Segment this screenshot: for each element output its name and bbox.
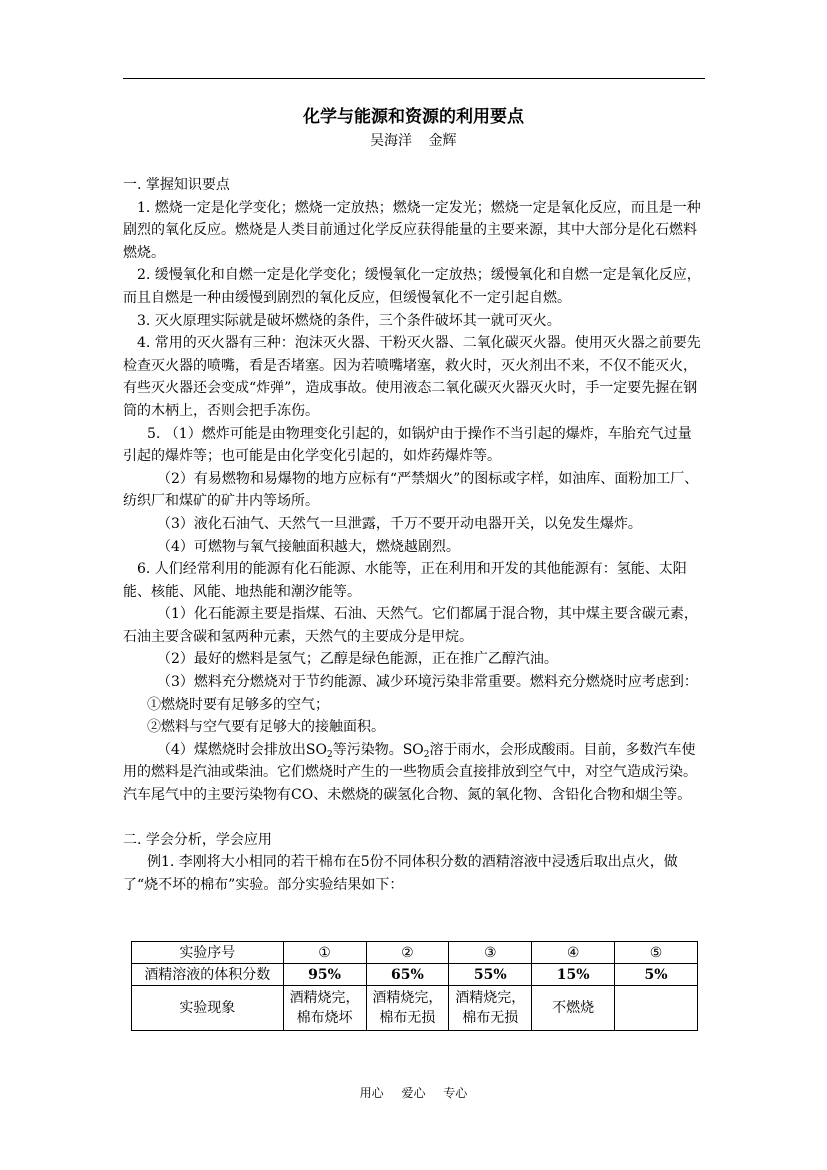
phenomenon-label: 实验现象 (132, 986, 284, 1031)
volume-fraction: 15% (532, 964, 615, 986)
phenomenon-cell: 不燃烧 (532, 986, 615, 1031)
experiment-number: ② (366, 942, 449, 964)
table-row (132, 964, 698, 986)
table-header-label: 实验序号 (132, 942, 284, 964)
paragraph-3: 3. 灭火原理实际就是破坏燃烧的条件，三个条件破坏其一就可灭火。 (137, 312, 561, 329)
paragraph-6-1: （1）化石能源主要是指煤、石油、天然气。它们都属于混合物，其中煤主要含碳元素，石油主要含碳和氢两种元素，天然气的主要成分是甲烷。 (123, 606, 698, 645)
phenomenon-cell: 酒精烧完，棉布烧坏 (283, 986, 366, 1031)
paragraph-5: 5. （1）燃炸可能是由物理变化引起的，如锅炉由于操作不当引起的爆炸，车胎充气过量引起的爆炸等；也可能是由化学变化引起的，如炸药爆炸等。 (123, 425, 692, 465)
table-row (132, 986, 698, 1031)
paragraph-6-3a: ①燃烧时要有足够多的空气； (147, 696, 329, 713)
so2-subscript-1: 2 (326, 749, 333, 760)
paragraph-5-2: （2）有易燃物和易爆物的地方应标有“严禁烟火”的图标或字样，如油库、面粉加工厂、纺织厂和煤矿的矿井内等场所。 (123, 470, 699, 510)
page-footer: 用心 爱心 专心 (359, 1086, 468, 1100)
paragraph-6-4-part-a: （4）煤燃烧时会排放出SO (157, 741, 327, 758)
phenomenon-cell: 酒精烧完，棉布无损 (449, 986, 532, 1031)
paragraph-5-3: （3）液化石油气、天然气一旦泄露，千万不要开动电器开关，以免发生爆炸。 (157, 515, 642, 532)
paragraph-6-4-part-c: 溶于雨水，会形成酸雨。目前，多数汽车使用的燃料是汽油或柴油。它们燃烧时产生的一些物质会直接排放到空气中，对空气造成污染。汽车尾气中的主要污染物有CO、未燃烧的碳氢化合物、氮的氧化物、含铅化合物和烟尘等。 (123, 741, 697, 804)
experiment-number: ③ (449, 942, 532, 964)
paragraph-6-2: （2）最好的燃料是氢气；乙醇是绿色能源，正在推广乙醇汽油。 (157, 651, 558, 668)
experiment-number: ⑤ (615, 942, 698, 964)
paragraph-2: 2. 缓慢氧化和自燃一定是化学变化；缓慢氧化一定放热；缓慢氧化和自燃一定是氧化反应，而且自燃是一种由缓慢到剧烈的氧化反应，但缓慢氧化不一定引起自燃。 (123, 267, 701, 306)
so2-subscript-2: 2 (423, 749, 430, 760)
section-1-heading: 一. 掌握知识要点 (123, 177, 230, 193)
section-2-heading: 二. 学会分析，学会应用 (123, 831, 272, 848)
phenomenon-cell (615, 986, 698, 1031)
paragraph-6-3b: ②燃料与空气要有足够大的接触面积。 (147, 719, 385, 736)
paragraph-6: 6. 人们经常利用的能源有化石能源、水能等，正在利用和开发的其他能源有：氢能、太阳能、核能、风能、地热能和潮汐能等。 (123, 561, 687, 600)
paragraph-5-4: （4）可燃物与氧气接触面积越大，燃烧越剧烈。 (157, 538, 460, 555)
document-title: 化学与能源和资源的利用要点 (303, 107, 524, 127)
paragraph-6-4-part-b: 等污染物。SO (332, 741, 424, 758)
paragraph-6-4 (123, 739, 705, 807)
paragraph-1: 1. 燃烧一定是化学变化；燃烧一定放热；燃烧一定发光；燃烧一定是氧化反应，而且是一种剧烈的氧化反应。燃烧是人类目前通过化学反应获得能量的主要来源，其中大部分是化石燃料燃烧。 (123, 199, 701, 261)
experiment-number: ④ (532, 942, 615, 964)
example-1: 例1. 李刚将大小相同的若干棉布在5份不同体积分数的酒精溶液中浸透后取出点火，做了“烧不坏的棉布”实验。部分实验结果如下： (123, 854, 678, 893)
volume-fraction-label: 酒精溶液的体积分数 (132, 964, 284, 986)
section-gap (123, 807, 705, 829)
paragraph-6-3: （3）燃料充分燃烧对于节约能源、减少环境污染非常重要。燃料充分燃烧时应考虑到： (157, 674, 698, 691)
volume-fraction: 95% (283, 964, 366, 986)
volume-fraction: 5% (615, 964, 698, 986)
paragraph-4: 4. 常用的灭火器有三种：泡沫灭火器、干粉灭火器、二氧化碳灭火器。使用灭火器之前要先检查灭火器的喷嘴，看是否堵塞。因为若喷嘴堵塞，救火时，灭火剂出不来，不仅不能灭火，有些灭火器还会变成“炸弹”，造成事故。使用液态二氧化碳灭火器灭火时，手一定要先握在钢筒的木柄上，否则会把手冻伤。 (123, 335, 701, 419)
volume-fraction: 55% (449, 964, 532, 986)
document-authors: 吴海洋 金辉 (370, 133, 457, 149)
phenomenon-cell: 酒精烧完，棉布无损 (366, 986, 449, 1031)
experiment-table (131, 941, 698, 1031)
experiment-number: ① (283, 942, 366, 964)
header-rule (123, 78, 705, 79)
table-row (132, 942, 698, 964)
document-body (123, 174, 705, 896)
volume-fraction: 65% (366, 964, 449, 986)
